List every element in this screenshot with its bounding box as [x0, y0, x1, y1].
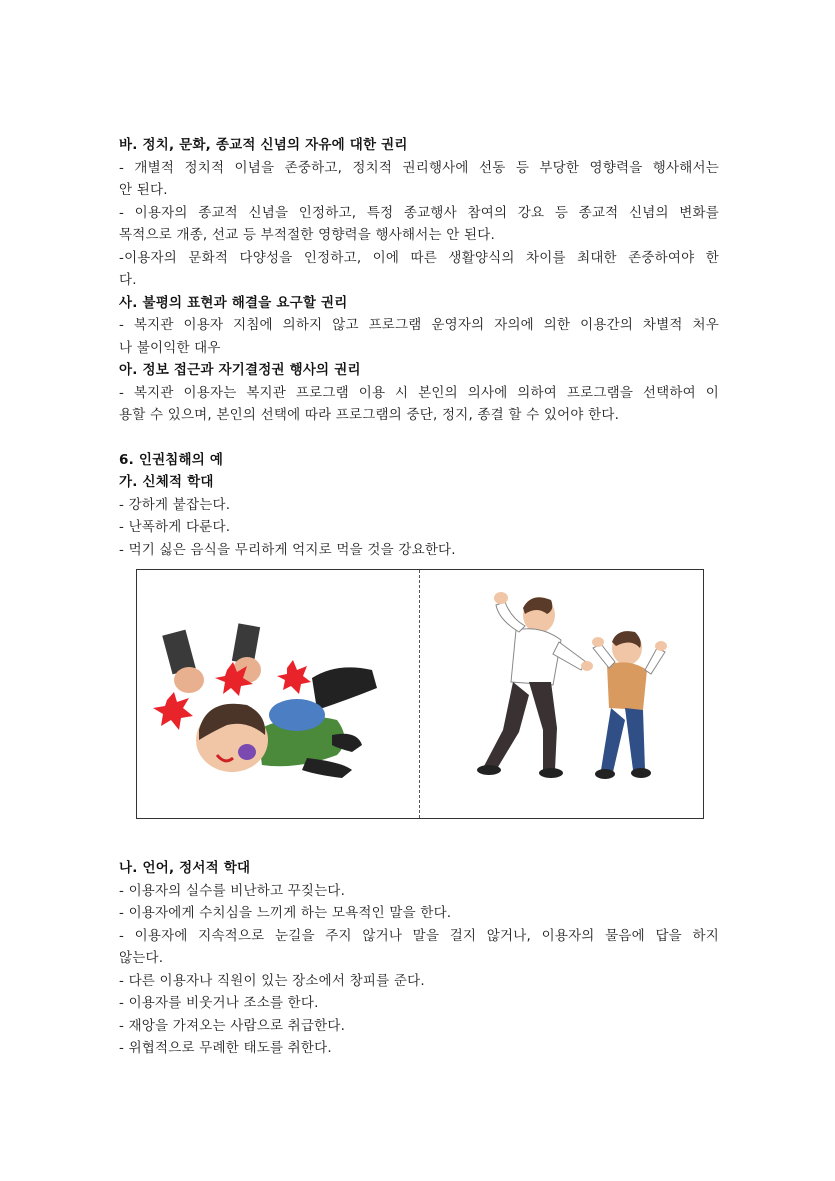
list-item: - 이용자를 비웃거나 조소를 한다.: [119, 995, 319, 1011]
subsection-heading-physical-abuse: 가. 신체적 학대: [119, 474, 214, 490]
section-heading-political-freedom: 바. 정치, 문화, 종교적 신념의 자유에 대한 권리: [119, 137, 408, 153]
section-heading-information-access: 아. 정보 접근과 자기결정권 행사의 권리: [119, 362, 361, 378]
list-item: - 이용자에 지속적으로 눈길을 주지 않거나 말을 걸지 않거나, 이용자의 물음에 답을 하지: [119, 927, 719, 944]
list-item: - 이용자의 실수를 비난하고 꾸짖는다.: [119, 882, 346, 899]
paragraph-line: - 개별적 정치적 이념을 존중하고, 정치적 권리행사에 선동 등 부당한 영향력을 행사해서는: [119, 159, 719, 176]
list-item: - 다른 이용자나 직원이 있는 장소에서 창피를 준다.: [119, 972, 425, 989]
document-page: [119, 134, 719, 1060]
list-item: - 강하게 붙잡는다.: [119, 496, 231, 513]
paragraph-line: -이용자의 문화적 다양성을 인정하고, 이에 따른 생활양식의 차이를 최대한 존중하여야 한: [119, 249, 719, 266]
subsection-heading-verbal-emotional-abuse: 나. 언어, 정서적 학대: [119, 860, 251, 876]
section-heading-rights-violation-examples: 6. 인권침해의 예: [119, 451, 224, 468]
paragraph-line: 용할 수 있으며, 본인의 선택에 따라 프로그램의 중단, 정지, 종결 할 수 있어야 한다.: [119, 407, 620, 423]
man-pushing-man-illustration-icon: [421, 570, 703, 817]
paragraph-line: - 복지관 이용자는 복지관 프로그램 이용 시 본인의 의사에 의하여 프로그램을 선택하여 이: [119, 384, 719, 401]
list-item: - 난폭하게 다룬다.: [119, 519, 231, 535]
section-heading-complaint-right: 사. 불평의 표현과 해결을 요구할 권리: [119, 294, 348, 311]
paragraph-line: 목적으로 개종, 선교 등 부적절한 영향력을 행사해서는 안 된다.: [119, 227, 495, 243]
abuse-illustration-figure: [136, 569, 704, 819]
figure-divider: [419, 570, 420, 818]
paragraph-line: 나 불이익한 대우: [119, 339, 221, 356]
list-item: 않는다.: [119, 950, 164, 966]
beaten-child-illustration-icon: [137, 570, 419, 817]
list-item: - 재앙을 가져오는 사람으로 취급한다.: [119, 1017, 346, 1034]
paragraph-line: 다.: [119, 272, 137, 288]
paragraph-line: 안 된다.: [119, 182, 168, 198]
paragraph-line: - 이용자의 종교적 신념을 인정하고, 특정 종교행사 참여의 강요 등 종교적 신념의 변화를: [119, 204, 719, 221]
list-item: - 먹기 싫은 음식을 무리하게 억지로 먹을 것을 강요한다.: [119, 541, 456, 558]
list-item: - 위협적으로 무례한 태도를 취한다.: [119, 1040, 332, 1056]
list-item: - 이용자에게 수치심을 느끼게 하는 모욕적인 말을 한다.: [119, 905, 452, 921]
paragraph-line: - 복지관 이용자 지침에 의하지 않고 프로그램 운영자의 자의에 의한 이용간의 차별적 처우: [119, 317, 719, 333]
